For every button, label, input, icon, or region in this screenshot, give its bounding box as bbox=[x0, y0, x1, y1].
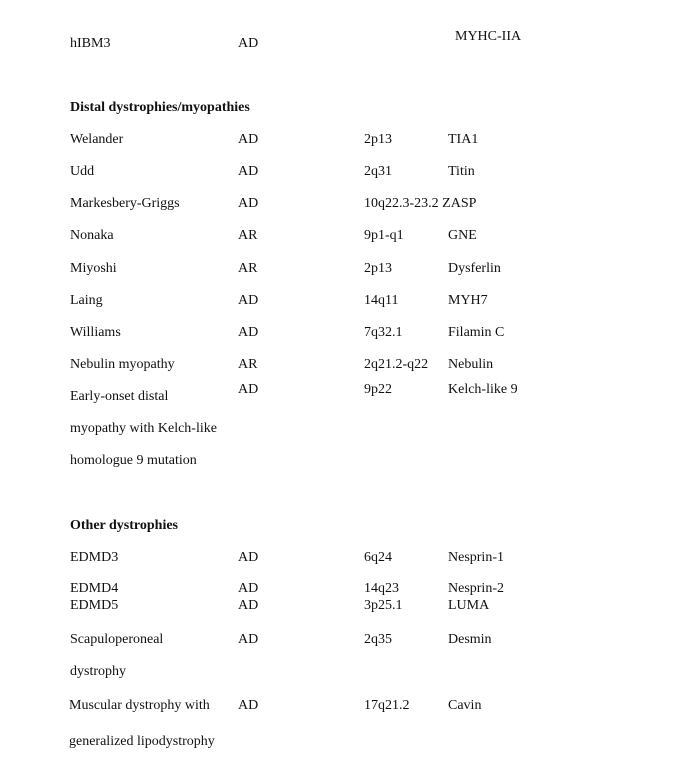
row-name: Udd bbox=[70, 164, 95, 179]
row-name: EDMD4 bbox=[70, 581, 119, 596]
row-inheritance: AD bbox=[238, 132, 259, 147]
row-name-line: dystrophy bbox=[70, 664, 126, 679]
section-heading-distal: Distal dystrophies/myopathies bbox=[70, 100, 250, 115]
row-locus: 14q23 bbox=[364, 581, 399, 596]
row-locus: 3p25.1 bbox=[364, 598, 403, 613]
row-name: Welander bbox=[70, 132, 124, 147]
row-gene: Nebulin bbox=[448, 357, 494, 372]
row-name: Markesbery-Griggs bbox=[70, 196, 180, 211]
row-locus: 9p1-q1 bbox=[364, 228, 404, 243]
row-name-line: homologue 9 mutation bbox=[70, 453, 197, 468]
row-inheritance: AD bbox=[238, 581, 259, 596]
row-name-line: myopathy with Kelch-like bbox=[70, 421, 217, 436]
row-inheritance: AD bbox=[238, 550, 259, 565]
row-gene: Desmin bbox=[448, 632, 492, 647]
row-gene: LUMA bbox=[448, 598, 490, 613]
row-gene: TIA1 bbox=[448, 132, 479, 147]
row-locus: 2p13 bbox=[364, 261, 392, 276]
row-gene: Titin bbox=[448, 164, 475, 179]
row-locus: 7q32.1 bbox=[364, 325, 403, 340]
row-inheritance: AD bbox=[238, 36, 259, 51]
row-gene: Nesprin-2 bbox=[448, 581, 504, 596]
row-gene: MYH7 bbox=[448, 293, 488, 308]
row-locus: 9p22 bbox=[364, 382, 392, 397]
row-inheritance: AR bbox=[238, 261, 258, 276]
row-name-line: Scapuloperoneal bbox=[70, 632, 164, 647]
row-gene: Dysferlin bbox=[448, 261, 501, 276]
row-locus: 2q35 bbox=[364, 632, 392, 647]
row-locus: 2p13 bbox=[364, 132, 392, 147]
row-gene: Kelch-like 9 bbox=[448, 382, 518, 397]
row-locus: 6q24 bbox=[364, 550, 392, 565]
row-gene: Cavin bbox=[448, 698, 482, 713]
row-inheritance: AD bbox=[238, 632, 259, 647]
row-inheritance: AD bbox=[238, 293, 259, 308]
row-locus: 17q21.2 bbox=[364, 698, 410, 713]
row-name: Nonaka bbox=[70, 228, 114, 243]
row-inheritance: AD bbox=[238, 382, 259, 397]
section-heading-other: Other dystrophies bbox=[70, 518, 178, 533]
row-gene: Filamin C bbox=[448, 325, 505, 340]
row-inheritance: AR bbox=[238, 357, 258, 372]
row-locus: 14q11 bbox=[364, 293, 399, 308]
row-name-line: generalized lipodystrophy bbox=[69, 734, 215, 749]
row-name: Nebulin myopathy bbox=[70, 357, 175, 372]
row-inheritance: AD bbox=[238, 164, 259, 179]
row-inheritance: AR bbox=[238, 228, 258, 243]
row-name: Laing bbox=[70, 293, 103, 308]
row-gene: GNE bbox=[448, 228, 477, 243]
row-name: Miyoshi bbox=[70, 261, 117, 276]
row-locus: 2q21.2-q22 bbox=[364, 357, 429, 372]
row-locus: 10q22.3-23.2 ZASP bbox=[364, 196, 477, 211]
row-inheritance: AD bbox=[238, 598, 259, 613]
row-inheritance: AD bbox=[238, 196, 259, 211]
row-name: EDMD3 bbox=[70, 550, 119, 565]
row-locus: 2q31 bbox=[364, 164, 392, 179]
row-name-line: Muscular dystrophy with bbox=[69, 698, 210, 713]
row-name: Williams bbox=[70, 325, 121, 340]
row-inheritance: AD bbox=[238, 698, 259, 713]
row-name: EDMD5 bbox=[70, 598, 119, 613]
row-name: hIBM3 bbox=[70, 36, 111, 51]
row-gene: Nesprin-1 bbox=[448, 550, 504, 565]
row-inheritance: AD bbox=[238, 325, 259, 340]
row-name-line: Early-onset distal bbox=[70, 389, 169, 404]
row-gene: MYHC-IIA bbox=[455, 29, 522, 44]
